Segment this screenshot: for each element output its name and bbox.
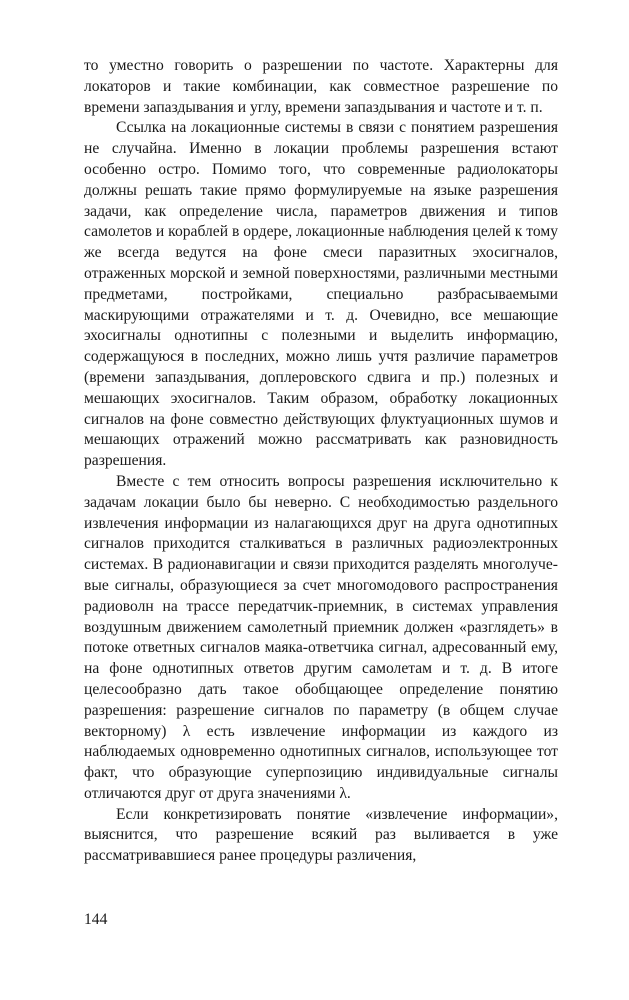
page-body — [84, 56, 558, 867]
paragraph-location-systems: Ссылка на локационные системы в связи с понятием разрешения не случайна. Именно в локации проблемы разрешения встают особенно остро. Помимо того, что современные радиолокаторы должны решать такие прямо формулируемые на языке разрешения задачи, как определение числа, параметров движения и типов самолетов и кораблей в ордере, локационные наблюдения целей к тому же всегда ведутся на фоне смеси паразитных эхосигналов, отраженных морской и земной поверхностями, различными местными предметами, постройками, специально разбрасываемыми маскирующими отражателями и т. д. Очевидно, все мешающие эхосигналы однотипны с полезными и выделить информацию, содержащуюся в последних, можно лишь учтя различие параметров (времени запаздывания, доплеровского сдвига и пр.) полезных и мешающих эхосигналов. Таким образом, обработку локационных сигналов на фоне совместно действующих флуктуационных шумов и мешающих отражений можно рассматривать как разновидность разрешения. — [84, 119, 558, 470]
page-number: 144 — [84, 911, 108, 928]
paragraph-continuation: то уместно говорить о разрешении по частоте. Характерны для локаторов и такие комбинации, как совместное разрешение по времени запаздывания и углу, времени запаздывания и частоте и т. п. — [84, 57, 558, 116]
paragraph-information-extraction: Если конкретизировать понятие «извлечение информации», выяснится, что разрешение всякий раз выливается в уже рассматривавшиеся ранее процедуры различения, — [84, 805, 558, 865]
paragraph-resolution-definition: Вместе с тем относить вопросы разрешения исключительно к задачам локации было бы неверно. С необходимостью раздельного извлечения информации из налагающихся друг на друга однотипных сигналов приходится сталкиваться в различных радиоэлектронных системах. В радионавигации и связи приходится разделять многолучевые сигналы, образующиеся за счет многомодового распространения радиоволн на трассе передатчик-приемник, в системах управления воздушным движением самолетный приемник должен «разглядеть» в потоке ответных сигналов маяка-ответчика сигнал, адресованный ему, на фоне однотипных ответов другим самолетам и т. д. В итоге целесообразно дать такое обобщающее определение понятию разрешения: разрешение сигналов по параметру (в общем случае векторному) λ есть извлечение информации из каждого из наблюдаемых одновременно однотипных сигналов, использующее тот факт, что образующие суперпозицию индивидуальные сигналы отличаются друг от друга значениями λ. — [84, 472, 558, 802]
